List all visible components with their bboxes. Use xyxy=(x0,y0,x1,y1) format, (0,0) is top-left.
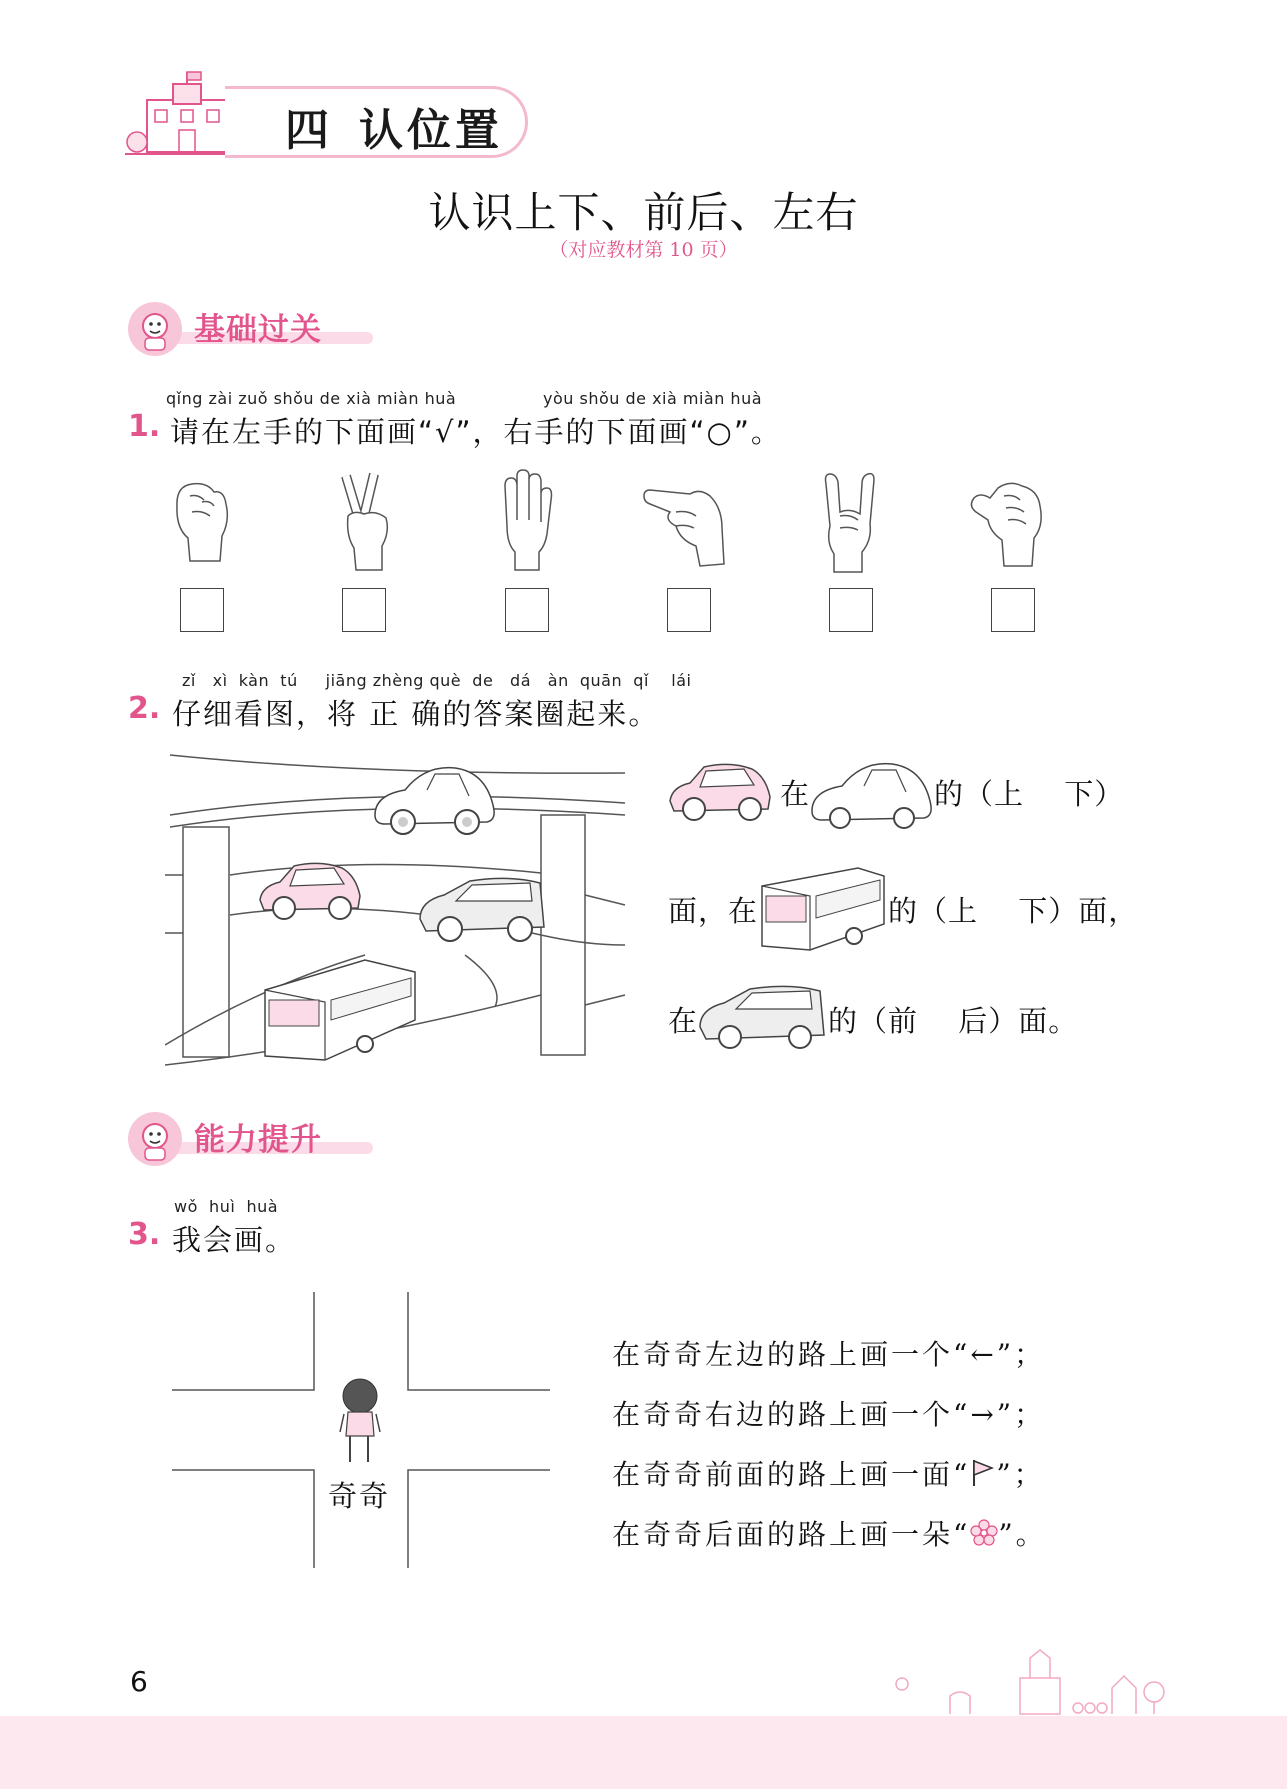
hand-thumb-icon xyxy=(960,466,1060,576)
footer-band xyxy=(0,1716,1287,1789)
q1-pinyin-b: yòu shǒu de xià miàn huà xyxy=(543,389,763,408)
q2-text: 仔细看图，将 正 确的答案圈起来。 xyxy=(172,697,660,731)
car-hatchback-icon xyxy=(698,985,828,1053)
answer-box-5[interactable] xyxy=(829,588,873,632)
q2-pinyin: zǐ xì kàn tú jiāng zhèng què de dá àn quān qǐ lái xyxy=(182,671,692,690)
hand-fist-icon xyxy=(152,466,252,576)
q3-instruction-left: 在奇奇左边的路上画一个“←”； xyxy=(612,1338,1046,1371)
flag-icon xyxy=(970,1458,996,1488)
q3-instruction-back-text: 在奇奇后面的路上画一朵“ xyxy=(612,1518,971,1551)
car-pink-icon xyxy=(668,757,780,827)
qiqi-figure-icon xyxy=(340,1379,380,1462)
q3-text: 我会画。 xyxy=(172,1223,297,1257)
hand-four-icon xyxy=(477,466,577,576)
section-label-basic: 基础过关 xyxy=(194,312,322,348)
unit-header xyxy=(125,70,535,162)
q3-pinyin: wǒ huì huà xyxy=(174,1197,279,1216)
q1-pinyin-a: qǐng zài zuǒ shǒu de xià miàn huà xyxy=(166,389,457,408)
q2-line3-prefix: 在 xyxy=(668,1003,699,1038)
crossroad-illustration xyxy=(172,1290,552,1570)
answer-box-4[interactable] xyxy=(667,588,711,632)
car-hatchback-icon xyxy=(420,878,544,941)
q2-line1-suffix[interactable]: 的（上 下） xyxy=(934,776,1125,811)
town-decoration-icon xyxy=(880,1648,1180,1718)
answer-box-3[interactable] xyxy=(505,588,549,632)
q3-instruction-front-end: ”； xyxy=(996,1458,1045,1491)
hand-horns-icon xyxy=(800,466,900,576)
q2-number: 2. xyxy=(128,691,161,726)
q2-line-1 xyxy=(668,755,1124,829)
hand-victory-icon xyxy=(316,466,416,576)
qiqi-label: 奇奇 xyxy=(328,1479,391,1513)
mascot-icon xyxy=(128,1112,182,1166)
q1-number: 1. xyxy=(128,409,161,444)
answer-box-1[interactable] xyxy=(180,588,224,632)
q3-instruction-back-end: ”。 xyxy=(998,1518,1047,1551)
lesson-reference: （对应教材第 10 页） xyxy=(549,239,738,261)
q2-line-2 xyxy=(668,862,1138,956)
car-pink-icon xyxy=(260,863,360,919)
section-label-advanced: 能力提升 xyxy=(194,1122,322,1158)
lesson-title: 认识上下、前后、左右 xyxy=(428,188,859,237)
unit-title xyxy=(285,94,503,158)
q2-line-3 xyxy=(668,985,1078,1053)
hand-pointing-icon xyxy=(640,466,740,576)
bus-icon xyxy=(265,960,415,1060)
q2-line1-prefix: 在 xyxy=(780,776,811,811)
q3-instruction-front-text: 在奇奇前面的路上画一面“ xyxy=(612,1458,971,1491)
q3-instruction-right: 在奇奇右边的路上画一个“→”； xyxy=(612,1398,1046,1431)
bus-icon xyxy=(758,862,888,956)
mascot-icon xyxy=(128,302,182,356)
q3-number: 3. xyxy=(128,1217,161,1252)
q1-text: 请在左手的下面画“√”，右手的下面画“○”。 xyxy=(170,415,782,449)
q2-line3-suffix[interactable]: 的（前 后）面。 xyxy=(828,1003,1079,1038)
unit-name: 认位置 xyxy=(359,105,503,156)
section-header-basic xyxy=(128,298,378,360)
overpass-illustration xyxy=(165,745,630,1070)
answer-box-2[interactable] xyxy=(342,588,386,632)
q3-instruction-front xyxy=(612,1453,1045,1493)
page-number: 6 xyxy=(130,1665,148,1698)
unit-number: 四 xyxy=(285,105,333,156)
q3-instruction-back xyxy=(612,1513,1047,1553)
section-header-advanced xyxy=(128,1108,378,1170)
car-beetle-icon xyxy=(810,755,934,829)
flower-icon xyxy=(970,1519,998,1547)
answer-box-6[interactable] xyxy=(991,588,1035,632)
q2-line2-prefix: 面，在 xyxy=(668,893,759,928)
q2-line2-suffix[interactable]: 的（上 下）面， xyxy=(888,893,1139,928)
car-beetle-icon xyxy=(375,768,494,834)
